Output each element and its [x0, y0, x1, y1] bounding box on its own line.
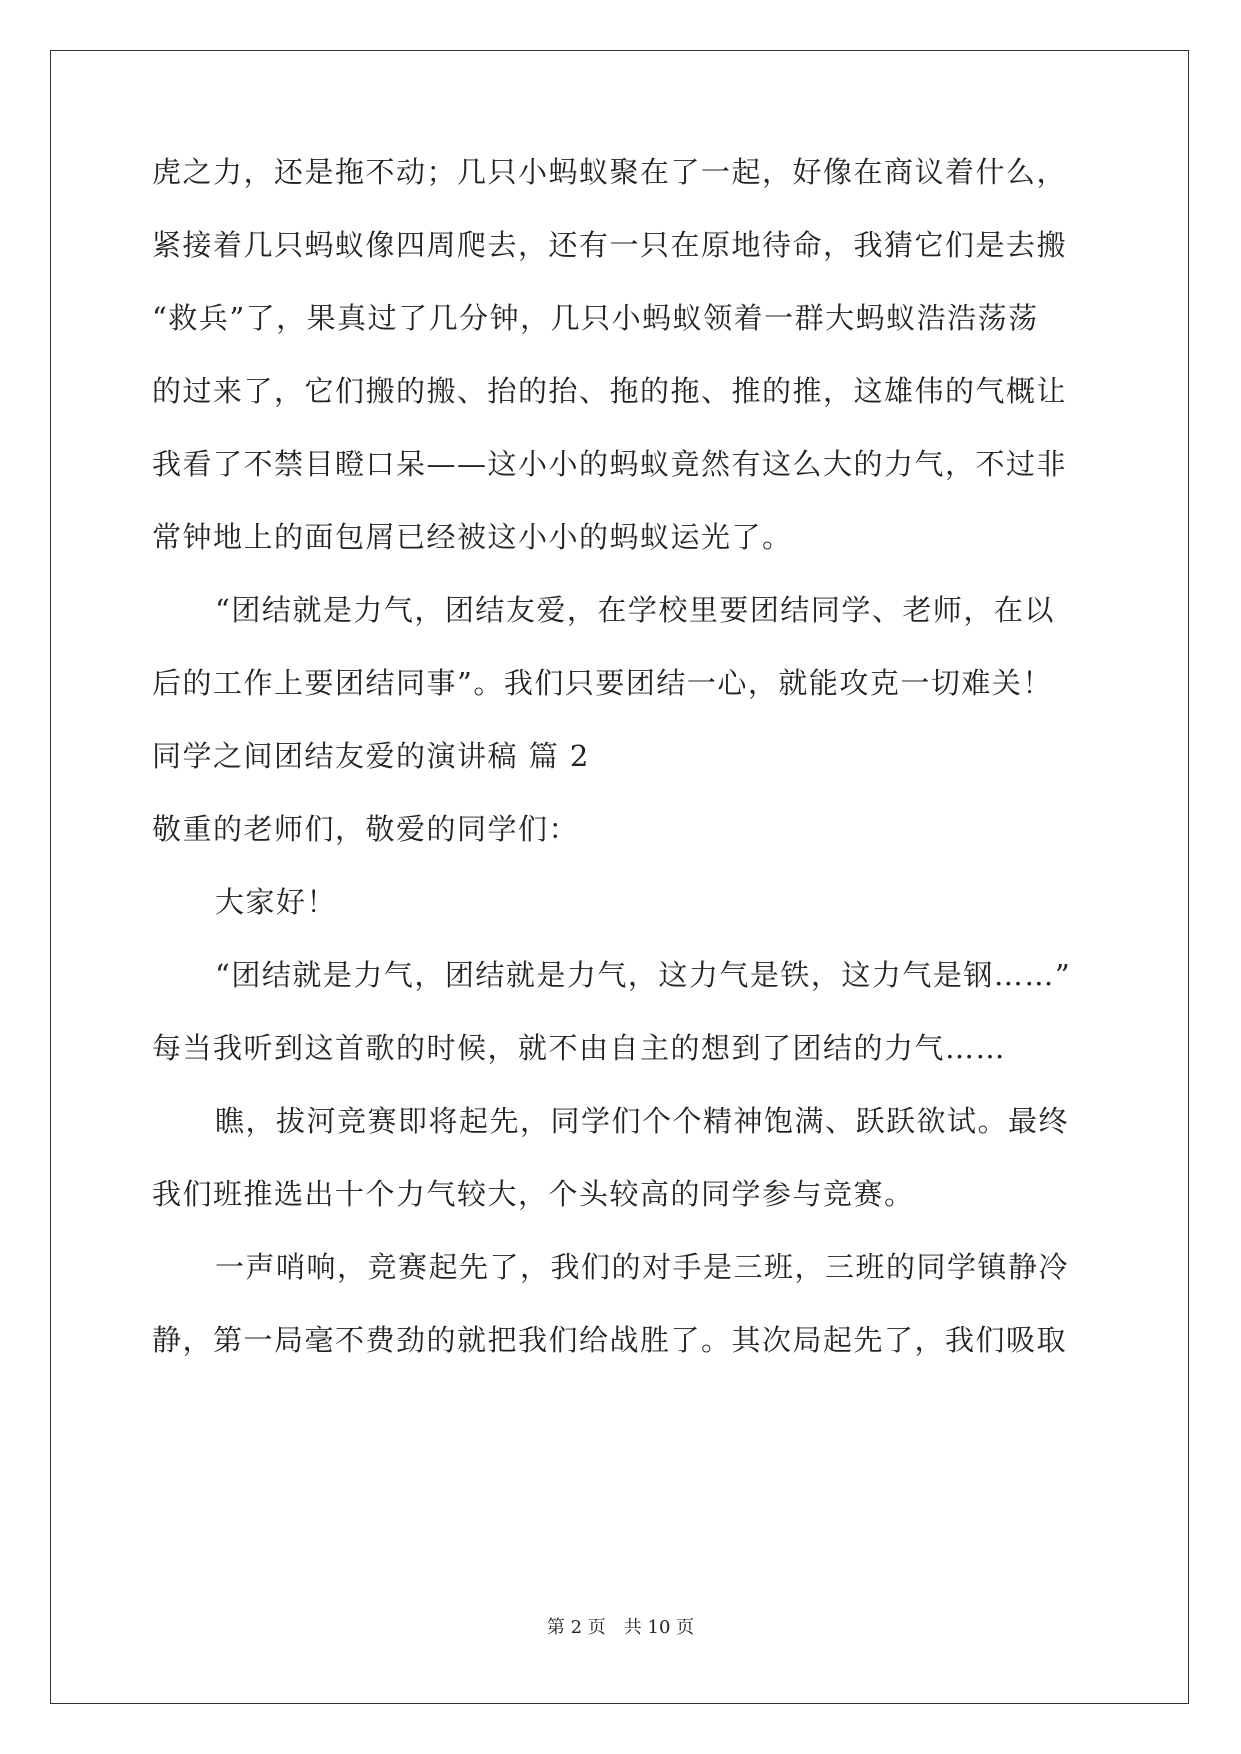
- page-total: 共 10 页: [623, 1617, 695, 1638]
- section-heading: 同学之间团结友爱的演讲稿 篇 2: [152, 739, 590, 773]
- text-line: 虎之力，还是拖不动；几只小蚂蚁聚在了一起，好像在商议着什么，: [152, 155, 1068, 189]
- text-line: 常钟地上的面包屑已经被这小小的蚂蚁运光了。: [152, 520, 793, 554]
- page-footer: [0, 1616, 1241, 1640]
- salutation: 敬重的老师们，敬爱的同学们：: [152, 812, 580, 846]
- text-line: 一声哨响，竞赛起先了，我们的对手是三班，三班的同学镇静冷: [215, 1250, 1070, 1284]
- text-line: 我们班推选出十个力气较大，个头较高的同学参与竞赛。: [152, 1177, 915, 1211]
- greeting: 大家好！: [215, 885, 338, 919]
- page-number: 第 2 页: [546, 1617, 606, 1638]
- text-line: “团结就是力气，团结友爱，在学校里要团结同学、老师，在以: [215, 593, 1055, 627]
- text-line: “团结就是力气，团结就是力气，这力气是铁，这力气是钢……”: [215, 958, 1072, 992]
- text-line: 静，第一局毫不费劲的就把我们给战胜了。其次局起先了，我们吸取: [152, 1323, 1068, 1357]
- text-line: 紧接着几只蚂蚁像四周爬去，还有一只在原地待命，我猜它们是去搬: [152, 228, 1068, 262]
- text-line: 我看了不禁目瞪口呆——这小小的蚂蚁竟然有这么大的力气，不过非: [152, 447, 1068, 481]
- text-line: 瞧，拔河竞赛即将起先，同学们个个精神饱满、跃跃欲试。最终: [215, 1104, 1070, 1138]
- text-line: 后的工作上要团结同事”。我们只要团结一心，就能攻克一切难关！: [152, 666, 1053, 700]
- text-line: “救兵”了，果真过了几分钟，几只小蚂蚁领着一群大蚂蚁浩浩荡荡: [152, 301, 1039, 335]
- text-line: 的过来了，它们搬的搬、抬的抬、拖的拖、推的推，这雄伟的气概让: [152, 374, 1068, 408]
- text-line: 每当我听到这首歌的时候，就不由自主的想到了团结的力气……: [152, 1031, 1007, 1065]
